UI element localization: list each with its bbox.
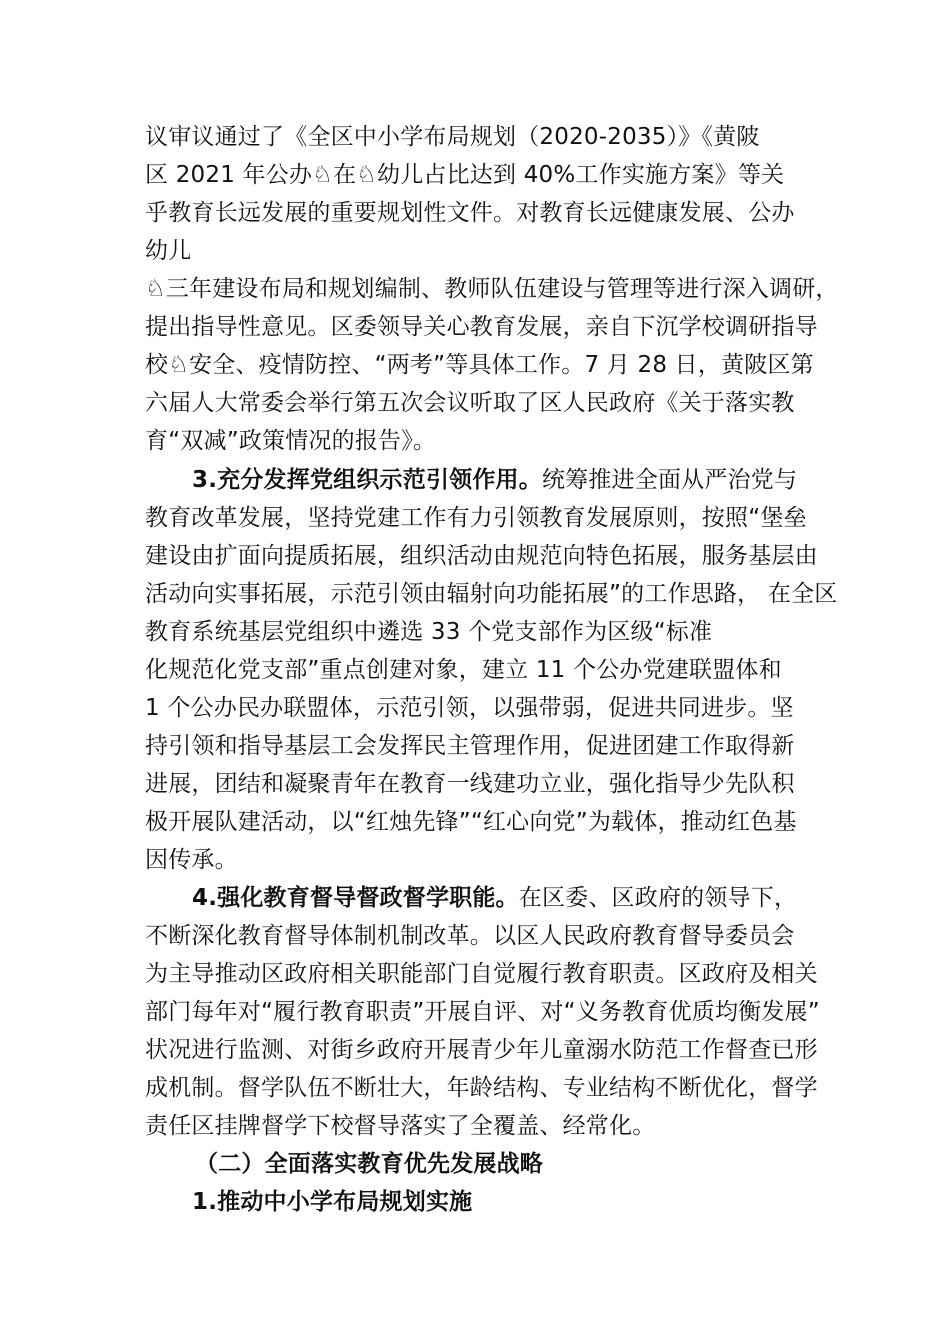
- paragraph-line: 责任区挂牌督学下校督导落实了全覆盖、经常化。: [145, 1113, 656, 1139]
- paragraph-line: 不断深化教育督导体制机制改革。以区人民政府教育督导委员会: [145, 923, 795, 949]
- section-heading-line: 3.充分发挥党组织示范引领作用。统筹推进全面从严治党与: [192, 467, 798, 493]
- paragraph-line: 育“双减”政策情况的报告》。: [145, 428, 437, 454]
- section-heading-line: 4.强化教育督导督政督学职能。在区委、区政府的领导下，: [192, 885, 798, 911]
- paragraph-line: 极开展队建活动，以“红烛先锋”“红心向党”为载体，推动红色基: [145, 809, 797, 835]
- paragraph-line: 议审议通过了《全区中小学布局规划（2020-2035）》《黄陂: [145, 124, 760, 150]
- paragraph-line: 区 2021 年公办♘在♘幼儿占比达到 40%工作实施方案》等关: [145, 162, 785, 188]
- chapter-heading-line: [195, 1144, 543, 1184]
- section-heading: 4.强化教育督导督政督学职能。: [192, 885, 519, 911]
- paragraph-line: ♘三年建设布局和规划编制、教师队伍建设与管理等进行深入调研，: [145, 276, 839, 302]
- paragraph-line: 六届人大常委会举行第五次会议听取了区人民政府《关于落实教: [145, 390, 795, 416]
- chapter-heading: （二）全面落实教育优先发展战略: [195, 1151, 543, 1177]
- paragraph-line: 幼儿: [145, 238, 192, 264]
- paragraph-line: 化规范化党支部”重点创建对象，建立 11 个公办党建联盟体和: [145, 657, 782, 683]
- paragraph-line: 建设由扩面向提质拓展，组织活动由规范向特色拓展，服务基层由: [145, 543, 818, 569]
- paragraph-line: 成机制。督学队伍不断壮大，年龄结构、专业结构不断优化，督学: [145, 1075, 818, 1101]
- subsection-heading-line: [192, 1182, 472, 1222]
- subsection-heading: 1.推动中小学布局规划实施: [192, 1189, 473, 1215]
- paragraph-line: 校♘安全、疫情防控、“两考”等具体工作。7 月 28 日，黄陂区第: [145, 352, 814, 378]
- paragraph-line: 持引领和指导基层工会发挥民主管理作用，促进团建工作取得新: [145, 733, 795, 759]
- paragraph-line: 1 个公办民办联盟体，示范引领，以强带弱，促进共同进步。坚: [145, 695, 794, 721]
- paragraph-line: 因传承。: [145, 847, 238, 873]
- paragraph-line: 状况进行监测、对街乡政府开展青少年儿童溺水防范工作督查已形: [145, 1037, 818, 1063]
- paragraph-line: 部门每年对“履行教育职责”开展自评、对“义务教育优质均衡发展”: [145, 999, 820, 1025]
- section-heading: 3.充分发挥党组织示范引领作用。: [192, 467, 542, 493]
- paragraph-line: 进展，团结和凝聚青年在教育一线建功立业，强化指导少先队积: [145, 771, 795, 797]
- paragraph-line: 为主导推动区政府相关职能部门自觉履行教育职责。区政府及相关: [145, 961, 818, 987]
- paragraph-line: 乎教育长远发展的重要规划性文件。对教育长远健康发展、公办: [145, 200, 795, 226]
- paragraph-line: 活动向实事拓展，示范引领由辐射向功能拓展”的工作思路， 在全区: [145, 581, 838, 607]
- paragraph-line: 教育改革发展，坚持党建工作有力引领教育发展原则，按照“堡垒: [145, 505, 807, 531]
- paragraph-line: 教育系统基层党组织中遴选 33 个党支部作为区级“标准: [145, 619, 713, 645]
- paragraph-line: 提出指导性意见。区委领导关心教育发展，亲自下沉学校调研指导: [145, 314, 818, 340]
